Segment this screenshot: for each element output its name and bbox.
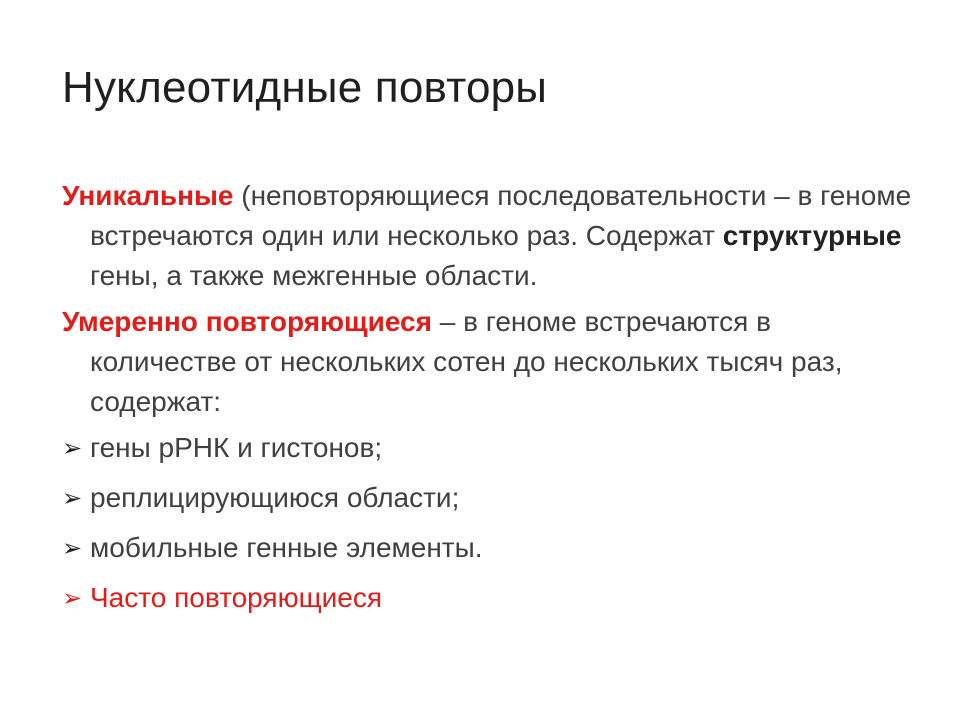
check-arrow-icon: ➢ xyxy=(62,534,83,562)
check-arrow-icon: ➢ xyxy=(62,434,83,462)
paragraph-moderate-text: – в геноме встречаются в количестве от нескольких сотен до нескольких тысяч раз, содержат: xyxy=(90,306,843,417)
paragraph-moderate-lead: Умеренно повторяющиеся xyxy=(62,306,432,337)
bullet-item-rrna-histones xyxy=(62,428,912,468)
check-arrow-icon: ➢ xyxy=(62,584,83,612)
slide-title: Нуклеотидные повторы xyxy=(62,63,548,112)
bullet-item-replicating-regions xyxy=(62,478,912,518)
bullet-text: мобильные генные элементы. xyxy=(90,532,483,563)
slide-content xyxy=(62,176,912,628)
paragraph-unique xyxy=(62,176,912,296)
bullet-text: Часто повторяющиеся xyxy=(90,582,383,613)
paragraph-unique-bold-word: структурные xyxy=(722,220,902,251)
paragraph-moderate xyxy=(62,302,912,422)
paragraph-unique-lead: Уникальные xyxy=(62,180,234,211)
paragraph-unique-text-before: (неповторяющиеся последовательности – в геноме встречаются один или несколько раз. Содержат xyxy=(90,180,912,251)
bullet-item-mobile-elements xyxy=(62,528,912,568)
bullet-text: реплицирующиюся области; xyxy=(90,482,460,513)
check-arrow-icon: ➢ xyxy=(62,484,83,512)
bullet-item-frequent-repeats xyxy=(62,578,912,618)
bullet-text: гены рРНК и гистонов; xyxy=(90,432,383,463)
paragraph-unique-text-after: гены, а также межгенные области. xyxy=(90,260,538,291)
